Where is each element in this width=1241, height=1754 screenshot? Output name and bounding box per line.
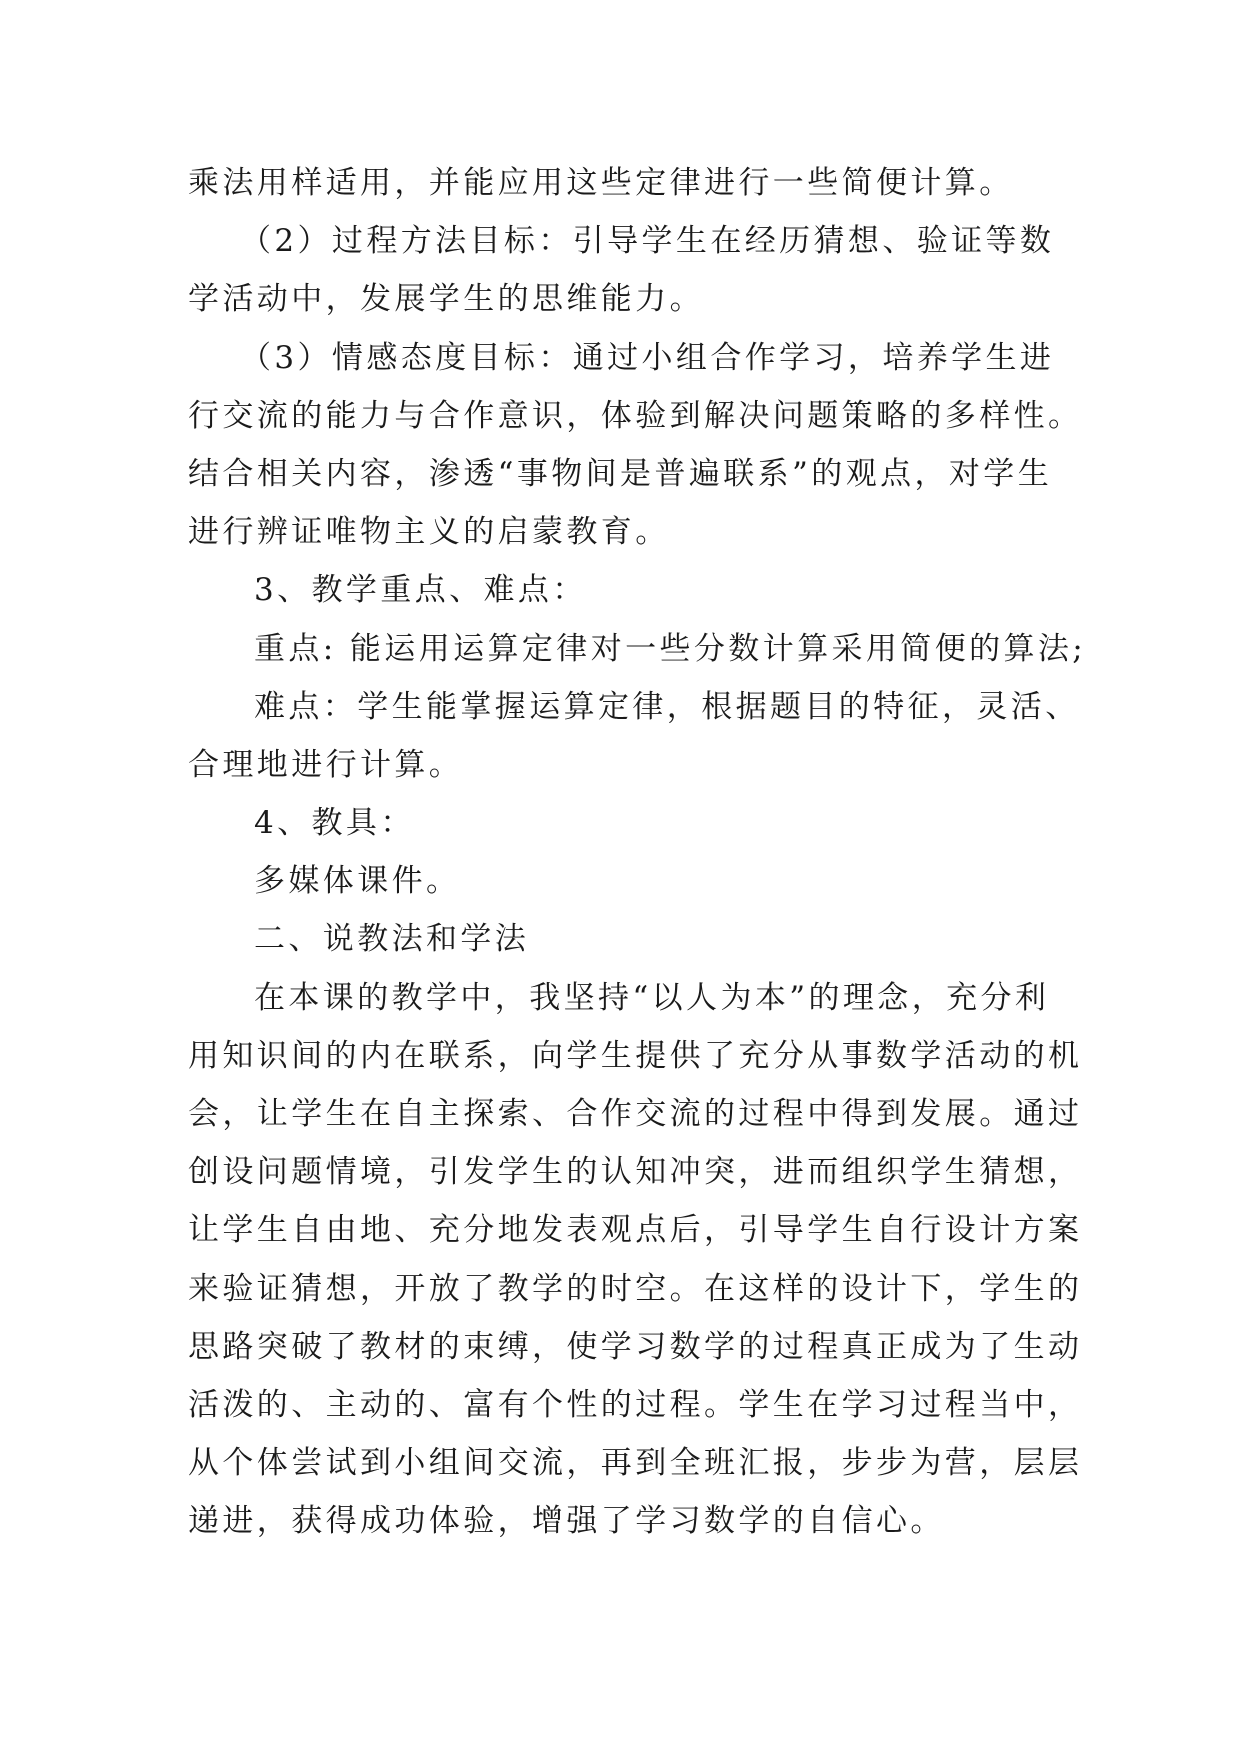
text-line: 从个体尝试到小组间交流，再到全班汇报，步步为营，层层 xyxy=(188,1445,1083,1482)
text-line: 思路突破了教材的束缚，使学习数学的过程真正成为了生动 xyxy=(188,1328,1083,1365)
text-line: （3）情感态度目标：通过小组合作学习，培养学生进 xyxy=(240,339,1055,376)
text-line: 创设问题情境，引发学生的认知冲突，进而组织学生猜想， xyxy=(188,1154,1083,1191)
text-line: 学活动中，发展学生的思维能力。 xyxy=(188,281,704,318)
text-line: 让学生自由地、充分地发表观点后，引导学生自行设计方案 xyxy=(188,1212,1083,1249)
text-line: 活泼的、主动的、富有个性的过程。学生在学习过程当中， xyxy=(188,1386,1083,1423)
text-line: 用知识间的内在联系，向学生提供了充分从事数学活动的机 xyxy=(188,1037,1083,1074)
body-text xyxy=(188,154,1087,1551)
text-line: 递进，获得成功体验，增强了学习数学的自信心。 xyxy=(188,1503,945,1540)
text-line: 进行辨证唯物主义的启蒙教育。 xyxy=(188,514,670,551)
text-line: 结合相关内容，渗透“事物间是普遍联系”的观点，对学生 xyxy=(188,455,1053,492)
text-line: 难点：学生能掌握运算定律，根据题目的特征，灵活、 xyxy=(254,688,1080,725)
text-line: 会，让学生在自主探索、合作交流的过程中得到发展。通过 xyxy=(188,1096,1083,1132)
text-line: 合理地进行计算。 xyxy=(188,746,464,783)
text-line: 来验证猜想，开放了教学的时空。在这样的设计下，学生的 xyxy=(188,1270,1083,1307)
section-heading: 4、教具： xyxy=(254,805,415,842)
text-line: 多媒体课件。 xyxy=(254,863,461,900)
section-heading: 二、说教法和学法 xyxy=(254,921,530,958)
text-line: （2）过程方法目标：引导学生在经历猜想、验证等数 xyxy=(240,223,1055,260)
section-heading: 3、教学重点、难点： xyxy=(254,572,587,609)
text-line: 重点: 能运用运算定律对一些分数计算采用简便的算法; xyxy=(254,630,1087,667)
text-line: 在本课的教学中，我坚持“以人为本”的理念，充分利 xyxy=(254,979,1050,1016)
text-line: 行交流的能力与合作意识，体验到解决问题策略的多样性。 xyxy=(188,397,1083,434)
text-line: 乘法用样适用，并能应用这些定律进行一些简便计算。 xyxy=(188,165,1014,201)
